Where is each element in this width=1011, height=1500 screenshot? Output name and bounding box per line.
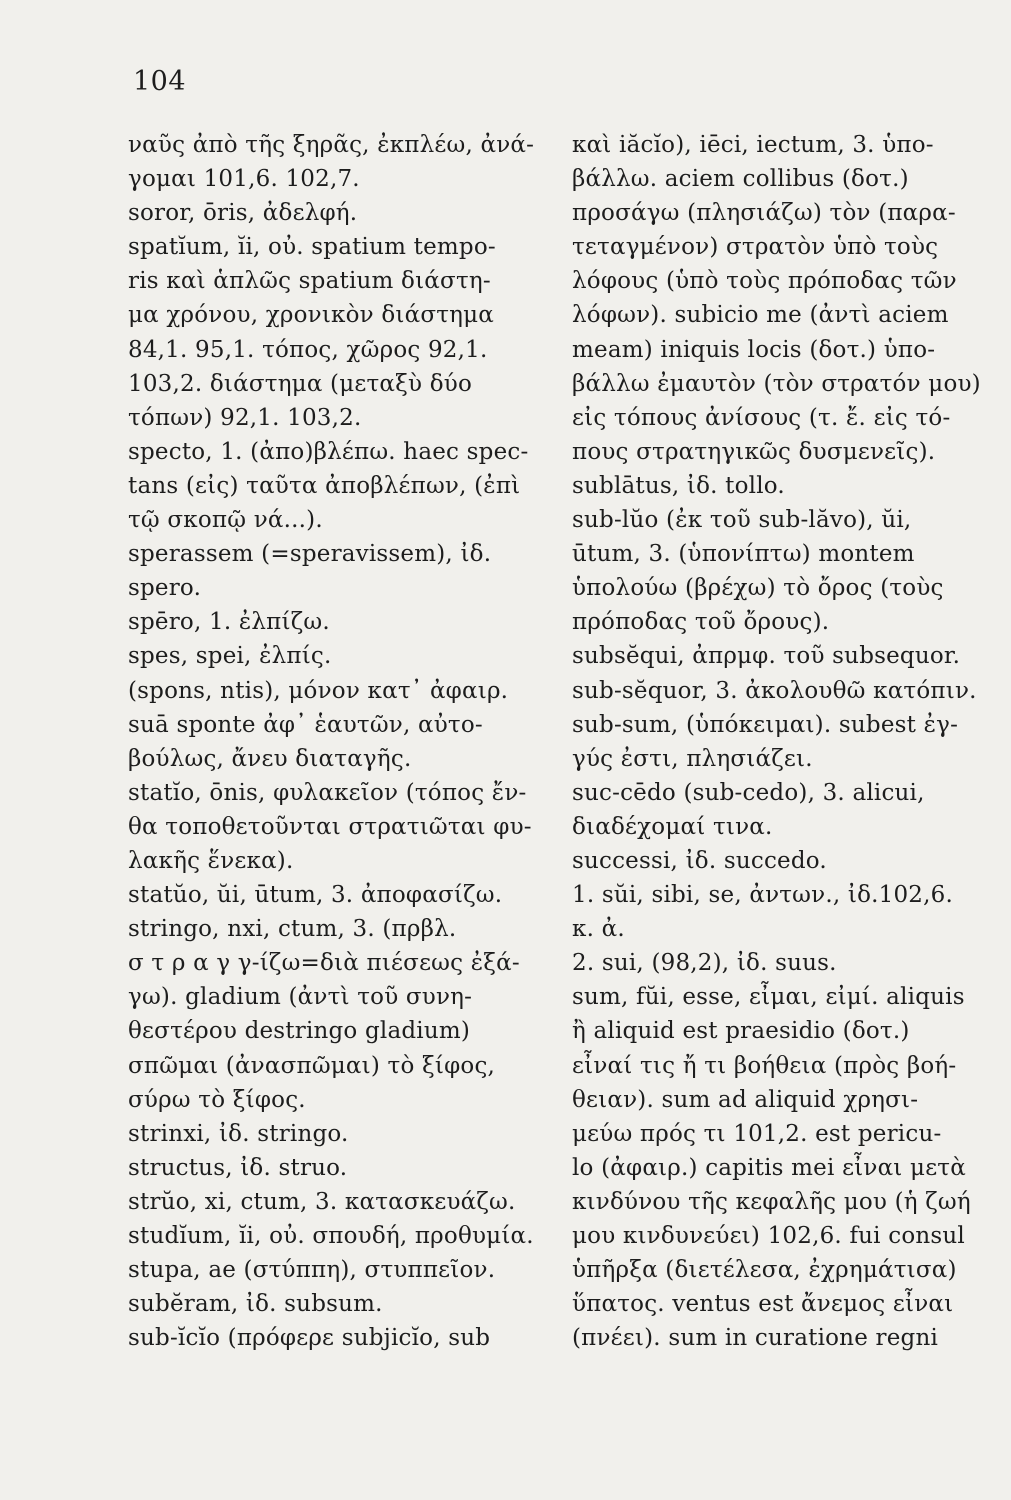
entry-line: successi, ἰδ. succedo. [572, 847, 827, 874]
entry-line: σ τ ρ α γ γ-ίζω=διὰ πιέσεως ἐξά- [128, 950, 520, 977]
entry-line: γομαι 101,6. 102,7. [128, 166, 360, 193]
entry-line: lo (ἀφαιρ.) capitis mei εἶναι μετὰ [572, 1154, 966, 1181]
entry-line: statĭo, ōnis, φυλακεῖον (τόπος ἔν- [128, 779, 527, 806]
entry-line: προσάγω (πλησιάζω) τὸν (παρα- [572, 200, 956, 227]
entry-line: sublātus, ἰδ. tollo. [572, 472, 785, 499]
entry-line: μεύω πρός τι 101,2. est pericu- [572, 1120, 942, 1147]
entry-line: sperassem (=speravissem), ἰδ. [128, 541, 492, 568]
entry-line: strŭo, xi, ctum, 3. κατασκευάζω. [128, 1188, 516, 1215]
entry-line: βούλως, ἄνευ διαταγῆς. [128, 745, 412, 772]
entry-line: tans (εἰς) ταῦτα ἀποβλέπων, (ἐπὶ [128, 472, 521, 499]
entry-line: ἢ aliquid est praesidio (δοτ.) [572, 1018, 910, 1045]
entry-line: καὶ iăcĭo), iēci, iectum, 3. ὑπο- [572, 132, 934, 158]
entry-line: εἰς τόπους ἀνίσους (τ. ἔ. εἰς τό- [572, 404, 951, 431]
page-number: 104 [133, 66, 187, 97]
entry-line: κ. ἀ. [572, 916, 625, 943]
entry-line: βάλλω. aciem collibus (δοτ.) [572, 166, 909, 193]
entry-line: spes, spei, ἐλπίς. [128, 643, 332, 670]
entry-line: πους στρατηγικῶς δυσμενεῖς). [572, 438, 936, 465]
entry-line: ὑπολούω (βρέχω) τὸ ὄρος (τοὺς [572, 575, 944, 602]
entry-line: 2. sui, (98,2), ἰδ. suus. [572, 950, 837, 977]
entry-line: subsĕqui, ἀπρμφ. τοῦ subsequor. [572, 643, 961, 670]
entry-line: 1. sŭi, sibi, se, ἀντων., ἰδ.102,6. [572, 882, 953, 909]
entry-line: λακῆς ἕνεκα). [128, 847, 294, 874]
entry-line: spatĭum, ĭi, οὐ. spatium tempo- [128, 234, 496, 261]
entry-line: θειαν). sum ad aliquid χρησι- [572, 1086, 919, 1113]
entry-line: spero. [128, 575, 202, 602]
entry-line: sub-ĭcĭo (πρόφερε subjicĭo, sub [128, 1325, 491, 1352]
entry-line: σπῶμαι (ἀνασπῶμαι) τὸ ξίφος, [128, 1052, 496, 1079]
entry-line: studĭum, ĭi, οὐ. σπουδή, προθυμία. [128, 1223, 534, 1249]
entry-line: θεστέρου destringo gladium) [128, 1018, 471, 1045]
entry-line: μου κινδυνεύει) 102,6. fui consul [572, 1223, 965, 1249]
entry-line: τῷ σκοπῷ νά...). [128, 507, 323, 534]
entry-line: sub-sum, (ὑπόκειμαι). subest ἐγ- [572, 711, 959, 738]
entry-line: ūtum, 3. (ὑπονίπτω) montem [572, 541, 915, 568]
entry-line: ris καὶ ἁπλῶς spatium διάστη- [128, 268, 491, 295]
entry-line: stupa, ae (στύππη), στυππεῖον. [128, 1257, 496, 1284]
entry-line: βάλλω ἐμαυτὸν (τὸν στρατόν μου) [572, 370, 981, 397]
entry-line: sub-lŭo (ἐκ τοῦ sub-lăvo), ŭi, [572, 507, 912, 534]
entry-line: strinxi, ἰδ. stringo. [128, 1120, 349, 1147]
entry-line: ὕπατος. ventus est ἄνεμος εἶναι [572, 1291, 954, 1318]
entry-line: τεταγμένον) στρατὸν ὑπὸ τοὺς [572, 234, 939, 261]
entry-line: ναῦς ἀπὸ τῆς ξηρᾶς, ἐκπλέω, ἀνά- [128, 132, 535, 158]
entry-line: θα τοποθετοῦνται στρατιῶται φυ- [128, 813, 532, 840]
entry-line: εἶναί τις ἤ τι βοήθεια (πρὸς βοή- [572, 1052, 957, 1079]
entry-line: ὑπῆρξα (διετέλεσα, ἐχρημάτισα) [572, 1257, 957, 1284]
left-column [128, 128, 568, 1355]
entry-line: (spons, ntis), μόνον κατ᾽ ἀφαιρ. [128, 677, 509, 704]
entry-line: σύρω τὸ ξίφος. [128, 1086, 306, 1113]
entry-line: subĕram, ἰδ. subsum. [128, 1291, 383, 1318]
entry-line: (πνέει). sum in curatione regni [572, 1325, 939, 1352]
entry-line: soror, ōris, ἀδελφή. [128, 200, 358, 227]
entry-line: 84,1. 95,1. τόπος, χῶρος 92,1. [128, 336, 488, 363]
entry-line: structus, ἰδ. struo. [128, 1154, 348, 1181]
entry-line: statŭo, ŭi, ūtum, 3. ἀποφασίζω. [128, 882, 503, 909]
entry-line: τόπων) 92,1. 103,2. [128, 404, 362, 431]
entry-line: stringo, nxi, ctum, 3. (πρβλ. [128, 916, 457, 943]
entry-line: specto, 1. (ἀπο)βλέπω. haec spec- [128, 438, 529, 465]
entry-line: spēro, 1. ἐλπίζω. [128, 609, 330, 636]
entry-line: γω). gladium (ἀντὶ τοῦ συνη- [128, 984, 473, 1011]
entry-line: λόφων). subicio me (ἀντὶ aciem [572, 302, 949, 329]
entry-line: λόφους (ὑπὸ τοὺς πρόποδας τῶν [572, 268, 957, 295]
entry-line: sum, fŭi, esse, εἶμαι, εἰμί. aliquis [572, 984, 965, 1011]
entry-line: 103,2. διάστημα (μεταξὺ δύο [128, 370, 472, 397]
entry-line: πρόποδας τοῦ ὄρους). [572, 609, 830, 636]
entry-line: γύς ἐστι, πλησιάζει. [572, 745, 813, 772]
entry-line: suā sponte ἀφ᾽ ἑαυτῶν, αὐτο- [128, 711, 483, 738]
right-column [572, 128, 992, 1355]
entry-line: suc-cēdo (sub-cedo), 3. alicui, [572, 779, 925, 806]
entry-line: μα χρόνου, χρονικὸν διάστημα [128, 302, 495, 329]
entry-line: sub-sĕquor, 3. ἀκολουθῶ κατόπιν. [572, 677, 977, 704]
entry-line: διαδέχομαί τινα. [572, 813, 773, 840]
entry-line: meam) iniquis locis (δοτ.) ὑπο- [572, 336, 936, 363]
entry-line: κινδύνου τῆς κεφαλῆς μου (ἡ ζωή [572, 1188, 971, 1215]
